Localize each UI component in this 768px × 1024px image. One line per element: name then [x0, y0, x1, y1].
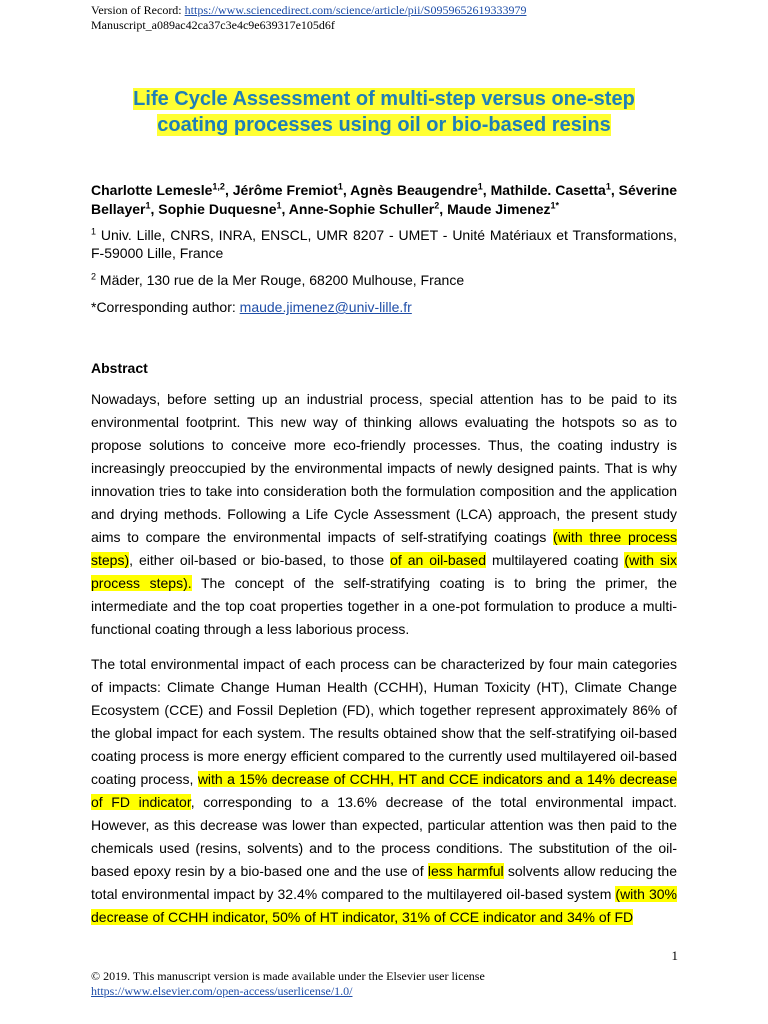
corresponding-author-label: *Corresponding author: [91, 299, 240, 315]
author-affiliation-marker: 1,2 [212, 181, 225, 192]
highlighted-text: (with six process steps). [91, 552, 678, 591]
author-affiliation-marker: 2 [434, 200, 440, 211]
license-link[interactable]: https://www.elsevier.com/open-access/userlicense/1.0/ [91, 984, 353, 998]
affiliation-1-text: Univ. Lille, CNRS, INRA, ENSCL, UMR 8207 - UMET - Unité Matériaux et Transformations, F-59000 Lille, France [91, 227, 677, 261]
highlighted-text: (with three process steps) [91, 529, 677, 568]
author-affiliation-marker: 1 [605, 181, 611, 192]
abstract-paragraph-2 [91, 653, 677, 929]
highlighted-text: of an oil-based [390, 552, 487, 568]
affiliation-2 [91, 271, 677, 289]
corresponding-author-email[interactable]: maude.jimenez@univ-lille.fr [239, 299, 412, 315]
author-affiliation-marker: 1 [337, 181, 343, 192]
author-name: Séverine Bellayer [91, 182, 678, 217]
abstract-paragraph-1 [91, 388, 677, 641]
abstract-heading: Abstract [91, 360, 148, 376]
license-link-line [91, 984, 352, 999]
text-run: The total environmental impact of each process can be characterized by four main categories of impacts: Climate Change Human Health (CCHH), Human Toxicity (HT), Climate Change Ecosystem (CCE) and Fossil Depletion (FD), which together represent approximately 86% of the global impact for each system. The results obtained show that the self-stratifying oil-based coating process is more energy efficient compared to the currently used multilayered oil-based coating process, [91, 656, 677, 787]
affiliation-1 [91, 226, 677, 262]
highlighted-text: less harmful [427, 863, 504, 879]
title-line-1: Life Cycle Assessment of multi-step versus one-step [133, 88, 635, 110]
text-run: The concept of the self-stratifying coating is to bring the primer, the intermediate and the top coat properties together in a one-pot formulation to produce a multi-functional coating through a less laborious process. [91, 575, 677, 637]
author-affiliation-marker: 1* [550, 200, 560, 211]
version-of-record-link[interactable]: https://www.sciencedirect.com/science/article/pii/S0959652619333979 [184, 3, 527, 17]
text-run: Nowadays, before setting up an industrial process, special attention has to be paid to its environmental footprint. This new way of thinking allows evaluating the hotspots so as to propose solutions to conceive more eco-friendly processes. Thus, the coating industry is increasingly preoccupied by the environmental impacts of newly designed paints. That is why innovation tries to take into consideration both the formulation composition and the application and drying methods. Following a Life Cycle Assessment (LCA) approach, the present study aims to compare the environmental impacts of self-stratifying coatings [91, 391, 677, 545]
author [491, 182, 611, 198]
version-of-record-line [91, 3, 526, 18]
author-affiliation-marker: 1 [276, 200, 282, 211]
text-run: solvents allow reducing the total environmental impact by 32.4% compared to the multilayered oil-based system [91, 863, 677, 902]
license-notice: © 2019. This manuscript version is made available under the Elsevier user license [91, 969, 485, 983]
author-name: Mathilde. Casetta [490, 182, 606, 198]
author [350, 182, 483, 198]
page-number: 1 [671, 948, 678, 963]
corresponding-author [91, 298, 677, 316]
affiliation-1-marker: 1 [91, 226, 97, 237]
title-line-2: coating processes using oil or bio-based resins [157, 114, 611, 136]
affiliation-2-text: Mäder, 130 rue de la Mer Rouge, 68200 Mulhouse, France [96, 272, 465, 288]
author [447, 201, 559, 217]
paper-title [90, 86, 678, 138]
version-of-record-label: Version of Record: [91, 3, 185, 17]
author-list: Charlotte Lemesle$^{1,2}$, Jérôme Fremiot$^1$, Agnès Beaugendre$^1$, Mathilde. Casetta$^1$, Séverine Bellayer$^1$, Sophie Duquesne$^1$, Anne-Sophie Schuller$^2$, Maude Jimenez$^{1*}$ [91, 181, 678, 217]
author-affiliation-marker: 1 [477, 181, 483, 192]
author-name: Anne-Sophie Schuller [288, 201, 435, 217]
author-name: Jérôme Fremiot [232, 182, 338, 198]
author-name: Sophie Duquesne [158, 201, 277, 217]
highlighted-text: (with 30% decrease of CCHH indicator, 50% of HT indicator, 31% of CCE indicator and 34% of FD [91, 886, 678, 925]
manuscript-id: Manuscript_a089ac42ca37c3e4c9e639317e105d6f [91, 18, 335, 32]
author-name: Charlotte Lemesle [91, 182, 213, 198]
author-affiliation-marker: 1 [145, 200, 151, 211]
text-run: , corresponding to a 13.6% decrease of the total environmental impact. However, as this decrease was lower than expected, particular attention was then paid to the chemicals used (resins, solvents) and to the process conditions. The substitution of the oil-based epoxy resin by a bio-based one and the use of [91, 794, 677, 879]
author [233, 182, 343, 198]
text-run: , either oil-based or bio-based, to those [129, 552, 391, 568]
affiliation-2-marker: 2 [91, 271, 97, 282]
author-name: Maude Jimenez [447, 201, 551, 217]
text-run: multilayered coating [486, 552, 625, 568]
author [289, 201, 439, 217]
author [91, 182, 225, 198]
author-name: Agnès Beaugendre [350, 182, 478, 198]
author [158, 201, 281, 217]
highlighted-text: with a 15% decrease of CCHH, HT and CCE indicators and a 14% decrease of FD indicator [91, 771, 677, 810]
